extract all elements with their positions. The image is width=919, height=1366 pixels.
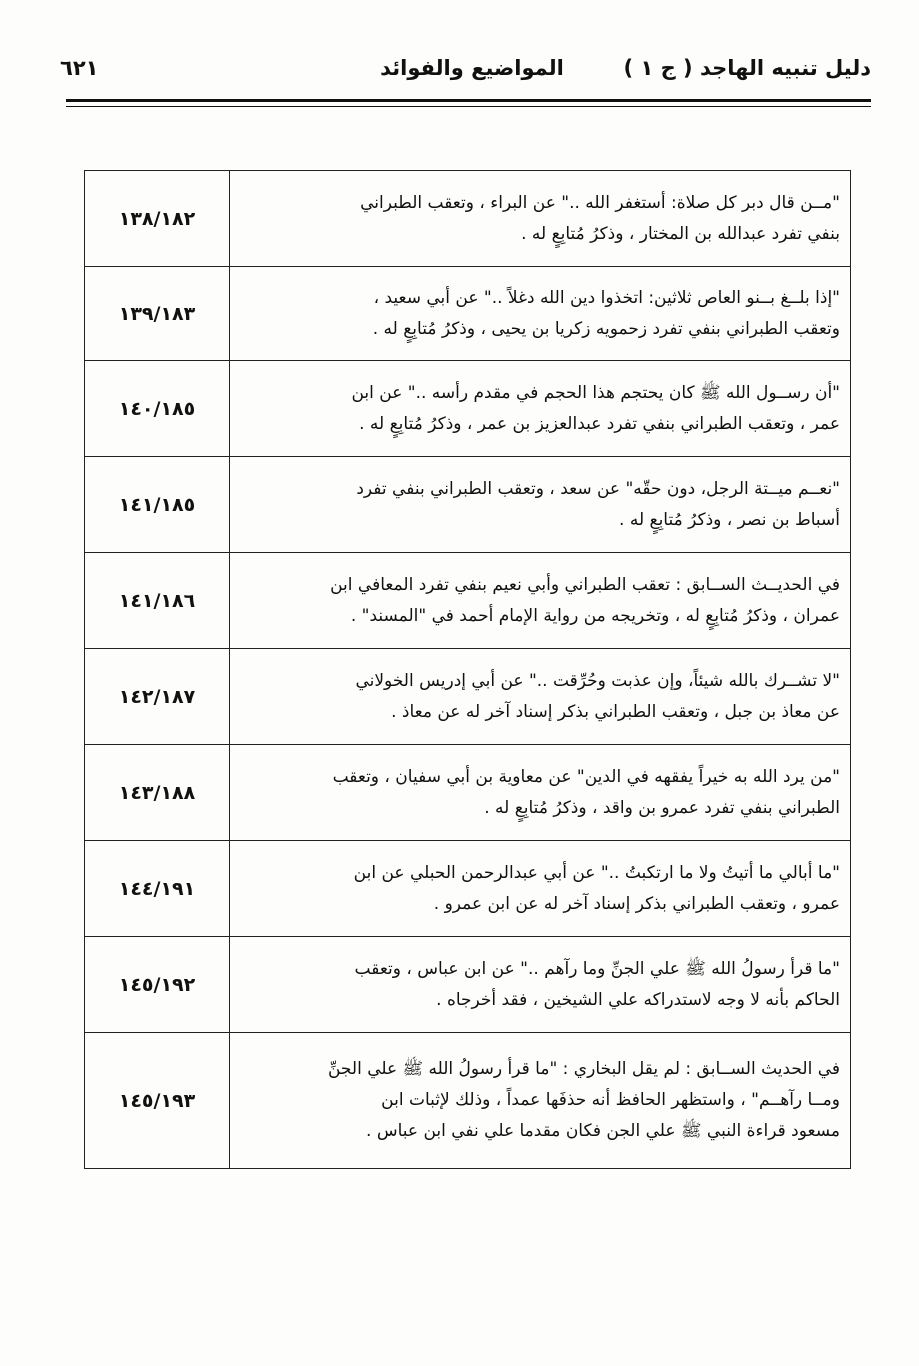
- entry-line: في الحديث الســابق : لم يقل البخاري : "ما قرأ رسولُ الله ﷺ علي الجنِّ: [327, 1059, 840, 1079]
- entry-line: أسباط بن نصر ، وذكرُ مُتابِعٍ له .: [619, 509, 840, 530]
- entry-text: [230, 937, 851, 1033]
- index-table: [84, 170, 851, 1169]
- entry-line: الطبراني بنفي تفرد عمرو بن واقد ، وذكرُ مُتابِعٍ له .: [484, 797, 840, 818]
- entry-text: [230, 171, 851, 267]
- table-row: [85, 267, 851, 361]
- table-row: [85, 457, 851, 553]
- entry-text: [230, 1033, 851, 1169]
- section-title: المواضيع والفوائد: [380, 56, 564, 80]
- table-row: [85, 841, 851, 937]
- book-title: دليل تنبيه الهاجد ( ج ١ ): [623, 56, 871, 80]
- header-rule-thick: [66, 99, 871, 102]
- entry-line: "ما قرأ رسولُ الله ﷺ علي الجنِّ وما رآهم .." عن ابن عباس ، وتعقب: [354, 958, 840, 979]
- entry-line: "مــن قال دبر كل صلاة: أستغفر الله .." عن البراء ، وتعقب الطبراني: [360, 192, 840, 213]
- table-row: [85, 1033, 851, 1169]
- entry-line: بنفي تفرد عبدالله بن المختار ، وذكرُ مُتابِعٍ له .: [521, 223, 840, 244]
- entry-ref: ١٤٥/١٩٢: [85, 937, 230, 1033]
- entry-ref: ١٤٠/١٨٥: [85, 361, 230, 457]
- entry-line: عمران ، وذكرُ مُتابِعٍ له ، وتخريجه من رواية الإمام أحمد في "المسند" .: [350, 605, 840, 626]
- entry-line: عمر ، وتعقب الطبراني بنفي تفرد عبدالعزيز بن عمر ، وذكرُ مُتابِعٍ له .: [359, 413, 840, 434]
- page-number: ٦٢١: [60, 56, 99, 80]
- entry-line: ومــا رآهــم" ، واستظهر الحافظ أنه حذفَها عمداً ، وذلك لإثبات ابن: [381, 1090, 840, 1110]
- entry-line: "أن رســول الله ﷺ كان يحتجم هذا الحجم في مقدم رأسه .." عن ابن: [351, 382, 840, 403]
- entry-line: الحاكم بأنه لا وجه لاستدراكه علي الشيخين ، فقد أخرجاه .: [436, 989, 840, 1010]
- entry-ref: ١٤٥/١٩٣: [85, 1033, 230, 1169]
- entry-text: [230, 745, 851, 841]
- entry-text: [230, 841, 851, 937]
- entry-line: مسعود قراءة النبي ﷺ علي الجن فكان مقدما علي نفي ابن عباس .: [366, 1121, 840, 1141]
- entry-line: عن معاذ بن جبل ، وتعقب الطبراني بذكر إسناد آخر له عن معاذ .: [391, 701, 840, 722]
- entry-ref: ١٣٩/١٨٣: [85, 267, 230, 361]
- table-row: [85, 361, 851, 457]
- entry-ref: ١٣٨/١٨٢: [85, 171, 230, 267]
- entry-line: في الحديــث الســابق : تعقب الطبراني وأبي نعيم بنفي تفرد المعافي ابن: [330, 574, 840, 595]
- entry-text: [230, 553, 851, 649]
- entry-ref: ١٤٢/١٨٧: [85, 649, 230, 745]
- entry-text: [230, 457, 851, 553]
- entry-text: [230, 649, 851, 745]
- entry-text: [230, 267, 851, 361]
- table-row: [85, 937, 851, 1033]
- table-row: [85, 649, 851, 745]
- header-rule-thin: [66, 106, 871, 107]
- entry-line: "ما أبالي ما أتيتُ ولا ما ارتكبتُ .." عن أبي عبدالرحمن الحبلي عن ابن: [353, 862, 840, 883]
- table-row: [85, 553, 851, 649]
- entry-line: وتعقب الطبراني بنفي تفرد زحمويه زكريا بن يحيى ، وذكرُ مُتابِعٍ له .: [372, 318, 840, 339]
- table-row: [85, 745, 851, 841]
- entry-ref: ١٤٤/١٩١: [85, 841, 230, 937]
- entry-ref: ١٤١/١٨٦: [85, 553, 230, 649]
- entry-ref: ١٤١/١٨٥: [85, 457, 230, 553]
- entry-line: "نعــم ميــتة الرجل، دون حقّه" عن سعد ، وتعقب الطبراني بنفي تفرد: [356, 478, 840, 499]
- entry-line: عمرو ، وتعقب الطبراني بذكر إسناد آخر له عن ابن عمرو .: [433, 893, 840, 914]
- entry-text: [230, 361, 851, 457]
- entry-line: "من يرد الله به خيراً يفقهه في الدين" عن معاوية بن أبي سفيان ، وتعقب: [332, 766, 840, 787]
- page-header: [60, 56, 871, 92]
- table-row: [85, 171, 851, 267]
- entry-ref: ١٤٣/١٨٨: [85, 745, 230, 841]
- entry-line: "إذا بلــغ بــنو العاص ثلاثين: اتخذوا دين الله دغلاً .." عن أبي سعيد ،: [373, 287, 840, 308]
- entry-line: "لا تشــرك بالله شيئاً، وإن عذبت وحُرِّقت .." عن أبي إدريس الخولاني: [355, 670, 840, 691]
